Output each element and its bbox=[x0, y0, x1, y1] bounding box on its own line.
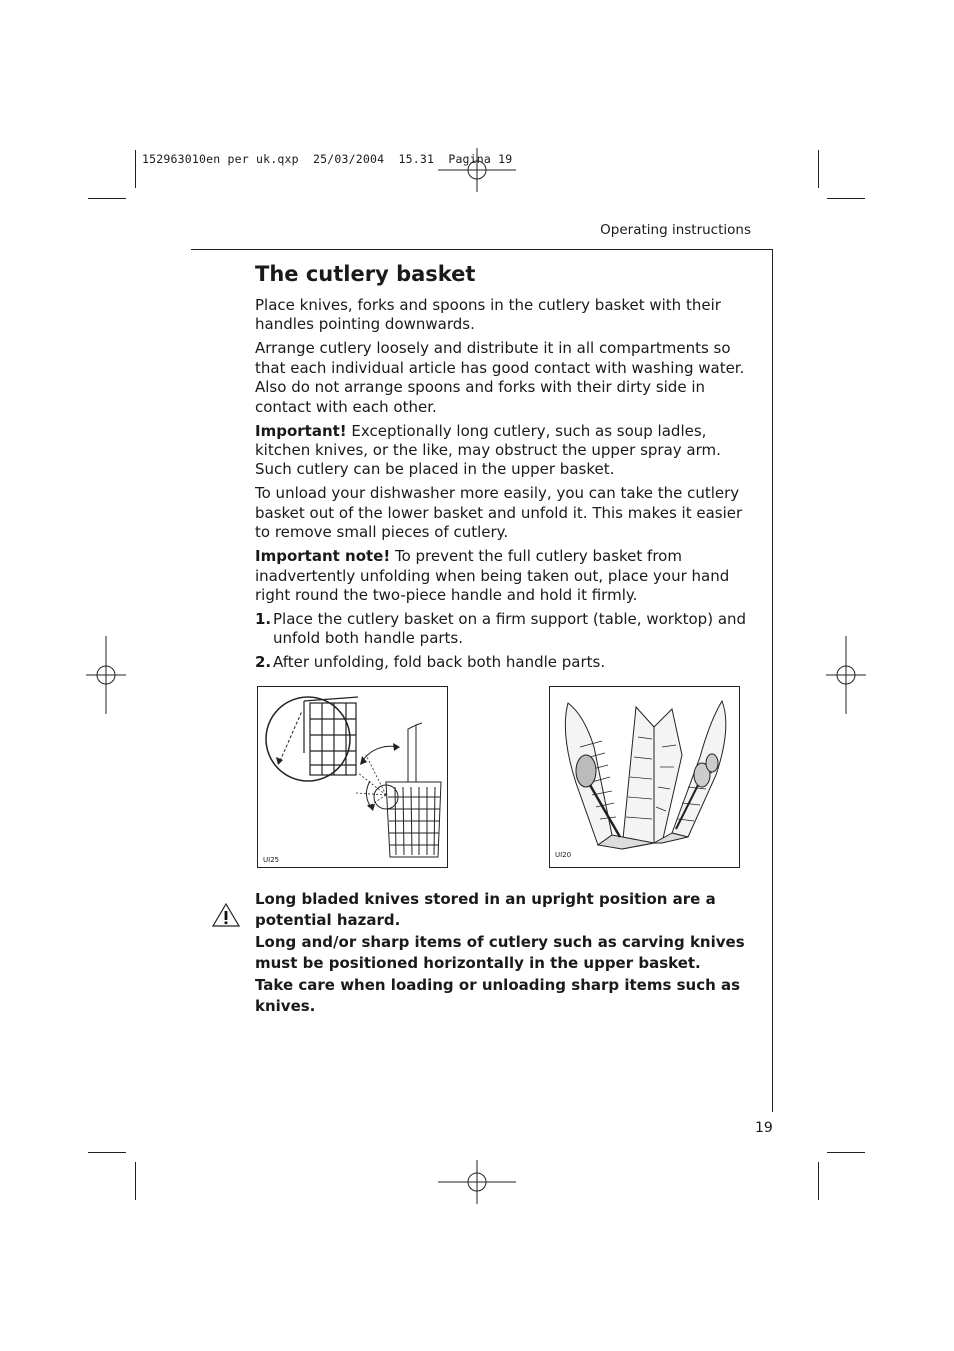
crop-mark bbox=[818, 1162, 819, 1200]
warning-line: Long bladed knives stored in an upright position are a potential hazard. bbox=[255, 890, 716, 930]
unfolded-basket-illustration bbox=[550, 687, 739, 867]
registration-mark-icon bbox=[86, 636, 126, 714]
step-item bbox=[255, 653, 755, 672]
step-text: Place the cutlery basket on a firm support (table, worktop) and unfold both handle parts. bbox=[273, 610, 747, 648]
figure-code: UI25 bbox=[263, 856, 280, 864]
paragraph-text: Exceptionally long cutlery, such as soup ladles, kitchen knives, or the like, may obstruct the upper spray arm. Such cutlery can be placed in the upper basket. bbox=[255, 421, 721, 479]
step-text: After unfolding, fold back both handle parts. bbox=[273, 653, 606, 672]
paragraph: To unload your dishwasher more easily, you can take the cutlery basket out of the lower basket and unfold it. This makes it easier to remove small pieces of cutlery. bbox=[255, 484, 743, 542]
page-title: The cutlery basket bbox=[255, 262, 476, 286]
crop-mark bbox=[818, 150, 819, 188]
registration-mark-icon bbox=[826, 636, 866, 714]
important-note-label: Important note! bbox=[255, 547, 391, 566]
paragraph-text: To prevent the full cutlery basket from inadvertently unfolding when being taken out, place your hand right round the two-piece handle and hold it firmly. bbox=[255, 547, 730, 605]
figure-unfolded-basket bbox=[549, 686, 740, 868]
margin-rule bbox=[772, 249, 773, 1112]
warning-text bbox=[255, 889, 745, 1017]
paragraph bbox=[255, 422, 755, 480]
crop-mark bbox=[88, 198, 126, 199]
registration-mark-icon bbox=[438, 1160, 516, 1204]
crop-mark bbox=[827, 1152, 865, 1153]
crop-mark bbox=[135, 150, 136, 188]
paragraph bbox=[255, 547, 755, 605]
warning-triangle-icon bbox=[212, 903, 240, 927]
page-number: 19 bbox=[755, 1120, 773, 1136]
header-rule bbox=[191, 249, 773, 250]
paragraph: Place knives, forks and spoons in the cutlery basket with their handles pointing downwards. bbox=[255, 296, 721, 334]
crop-mark bbox=[827, 198, 865, 199]
paragraph: Arrange cutlery loosely and distribute it in all compartments so that each individual article has good contact with washing water. Also do not arrange spoons and forks with their dirty side in contact with each other. bbox=[255, 339, 745, 416]
figure-basket-handle bbox=[257, 686, 448, 868]
body-text bbox=[255, 296, 755, 677]
step-number: 2. bbox=[255, 653, 272, 672]
section-label: Operating instructions bbox=[600, 222, 751, 238]
important-label: Important! bbox=[255, 421, 347, 440]
figure-code: UI20 bbox=[555, 851, 572, 859]
basket-handle-illustration bbox=[258, 687, 447, 867]
step-item bbox=[255, 610, 755, 649]
crop-mark bbox=[135, 1162, 136, 1200]
step-number: 1. bbox=[255, 610, 272, 629]
warning-line: Long and/or sharp items of cutlery such as carving knives must be positioned horizontally in the upper basket. bbox=[255, 932, 745, 973]
print-header: 152963010en per uk.qxp 25/03/2004 15.31 Pagina 19 bbox=[142, 152, 513, 166]
crop-mark bbox=[88, 1152, 126, 1153]
warning-line: Take care when loading or unloading sharp items such as knives. bbox=[255, 975, 741, 1016]
